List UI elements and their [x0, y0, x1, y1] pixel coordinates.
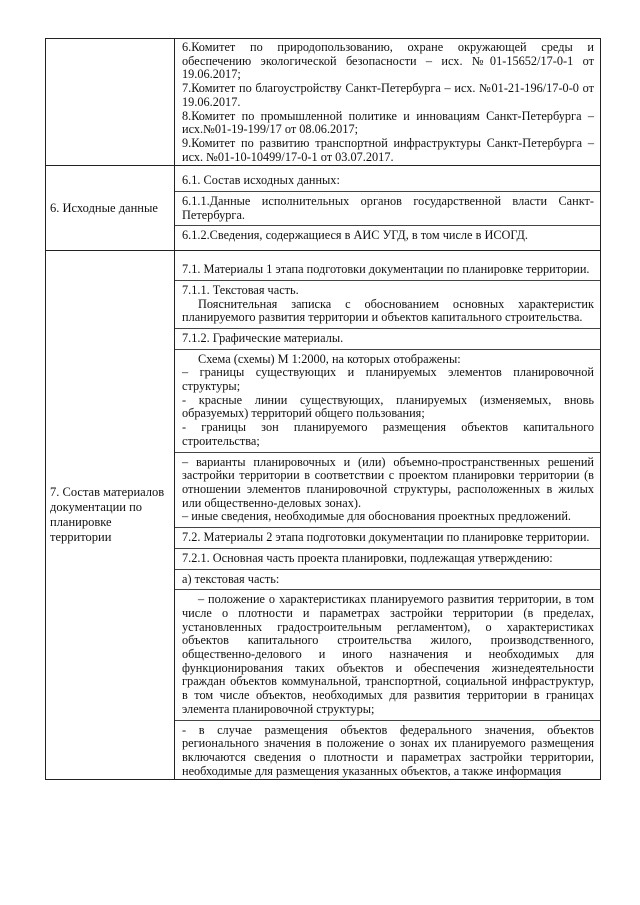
docs-p-other: – иные сведения, необходимые для обоснования проектных предложений.: [182, 509, 571, 524]
table-row-source-data: [46, 166, 601, 251]
divider: [175, 225, 600, 226]
docs-p-7-1-1: 7.1.1. Текстовая часть.: [182, 282, 299, 297]
row-content-docs: [175, 251, 601, 780]
divider: [175, 548, 600, 549]
row-content-source-data: [175, 166, 601, 251]
table-row-committees: [46, 39, 601, 166]
committee-item-9: 9.Комитет по развитию транспортной инфраструктуры Санкт-Петербурга – исх. №01-10-10499/17-0-1 от 03.07.2017.: [182, 135, 594, 164]
divider: [175, 280, 600, 281]
divider: [175, 452, 600, 453]
docs-p-7-1-2: 7.1.2. Графические материалы.: [182, 330, 344, 345]
docs-p-scheme: Схема (схемы) М 1:2000, на которых отображены:: [198, 351, 461, 366]
docs-p-red-lines: - красные линии существующих, планируемых (изменяемых, вновь образуемых) территорий общего пользования;: [182, 392, 594, 421]
committee-item-8: 8.Комитет по промышленной политике и инновациям Санкт-Петербурга – исх.№01-19-199/17 от 08.06.2017;: [182, 108, 594, 137]
source-item-6-1-1: 6.1.1.Данные исполнительных органов государственной власти Санкт-Петербурга.: [182, 194, 594, 222]
row-label-empty: [46, 39, 175, 166]
docs-p-zones: - границы зон планируемого размещения объектов капитального строительства;: [182, 420, 594, 448]
docs-p-characteristics: – положение о характеристиках планируемого развития территории, в том числе о плотности и параметрах застройки территории (в пределах, установленных градостроительным регламентом), о характеристиках объектов капитального строительства жилого, производственного, общественно-делового и иного назначения и необходимых для функционирования таких объектов и обеспечения жизнедеятельности граждан объектов коммунальной, транспортной, социальной инфраструктур, в том числе объектов, необходимых для развития территории в границах элемента планировочной структуры;: [182, 592, 594, 716]
row-label-docs: 7. Состав материалов документации по планировке территории: [46, 251, 175, 780]
row-label-source-data: 6. Исходные данные: [46, 166, 175, 251]
divider: [175, 527, 600, 528]
divider: [175, 589, 600, 590]
row-content-committees: [175, 39, 601, 166]
divider: [175, 191, 600, 192]
docs-p-borders: – границы существующих и планируемых элементов планировочной структуры;: [182, 365, 594, 394]
committee-item-6: 6.Комитет по природопользованию, охране окружающей среды и обеспечению экологической безопасности – исх. №01-15652/17-0-1 от 19.06.2017;: [182, 40, 594, 82]
table-row-docs: [46, 251, 601, 780]
docs-p-note: Пояснительная записка с обоснованием основных характеристик планируемого развития территории и объектов капитального строительства.: [182, 296, 594, 325]
docs-p-7-2-1: 7.2.1. Основная часть проекта планировки, подлежащая утверждению:: [182, 550, 553, 565]
source-item-6-1: 6.1. Состав исходных данных:: [182, 173, 340, 188]
docs-p-7-1: 7.1. Материалы 1 этапа подготовки документации по планировке территории.: [182, 262, 590, 277]
divider: [175, 349, 600, 350]
document-table: [45, 38, 601, 780]
docs-p-text-part: а) текстовая часть:: [182, 571, 280, 586]
docs-p-7-2: 7.2. Материалы 2 этапа подготовки документации по планировке территории.: [182, 530, 590, 545]
divider: [175, 328, 600, 329]
committee-item-7: 7.Комитет по благоустройству Санкт-Петербурга – исх. №01-21-196/17-0-0 от 19.06.2017.: [182, 81, 594, 109]
source-item-6-1-2: 6.1.2.Сведения, содержащиеся в АИС УГД, в том числе в ИСОГД.: [182, 228, 528, 243]
divider: [175, 720, 600, 721]
docs-p-federal: - в случае размещения объектов федерального значения, объектов регионального значения в положение о зонах их планируемого размещения включаются сведения о плотности и параметрах застройки территории, необходимые для размещения указанных объектов, а также информация: [182, 722, 594, 778]
divider: [175, 569, 600, 570]
docs-p-variants: – варианты планировочных и (или) объемно-пространственных решений застройки территории в соответствии с проектом планировки территории (в отношении элементов планировочной структуры, расположенных в жилых или общественно-деловых зонах).: [182, 454, 594, 510]
